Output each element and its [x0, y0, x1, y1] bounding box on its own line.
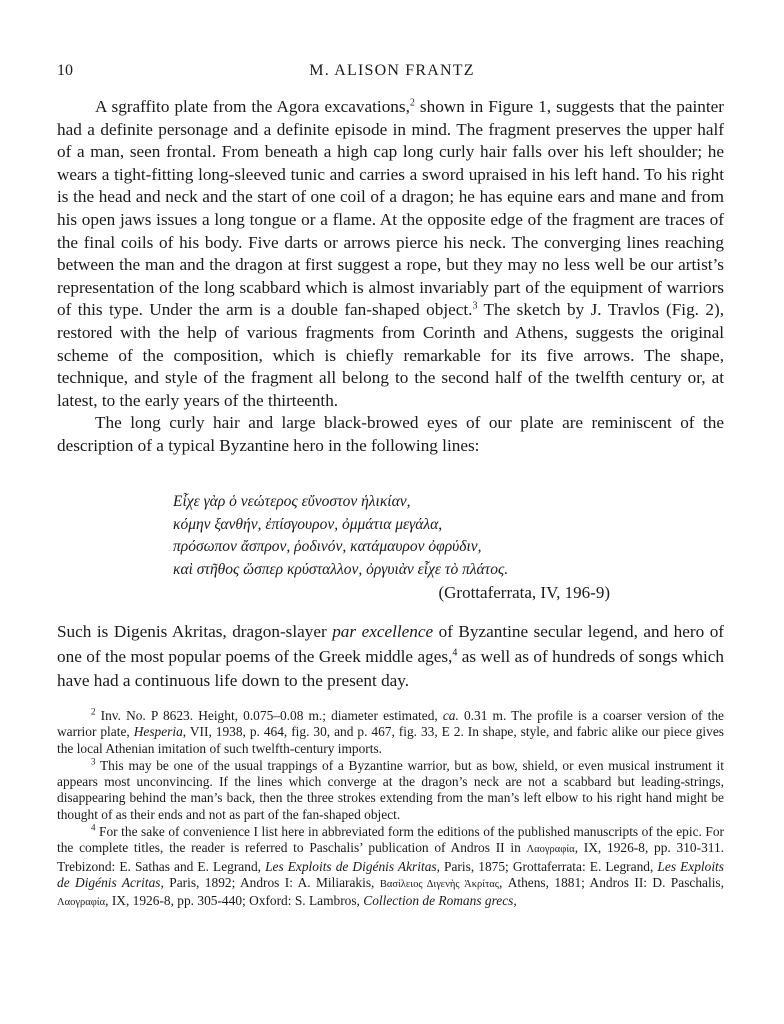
footnote-ref-3[interactable]: 3 — [472, 300, 478, 312]
main-text — [57, 96, 724, 458]
closing-paragraph — [57, 620, 724, 694]
paragraph: A sgraffito plate from the Agora excavations,$^2$ shown in Figure 1, suggests that the painter had a definite personage and a definite episode in mind. The fragment preserves the upper half of a man, seen frontal. From beneath a high cap long curly hair falls over his left shoulder; he wears a tight-fitting long-sleeved tunic and carries a sword upraised in his left hand. To his right is the head and neck and the start of one coil of a dragon; he has equine ears and mane and from his open jaws issues a long tongue or a flame. At the opposite edge of the fragment are traces of the final coils of his body. Five darts or arrows pierce his neck. The converging lines reaching between the man and the dragon at first suggest a rope, but they may no less well be our artist’s representation of the long scabbard which is almost invariably part of the equipment of warriors of this type. Under the arm is a double fan-shaped object.$^3$ The sketch by J. Travlos (Fig. 2), restored with the help of various fragments from Corinth and Athens, suggests the original scheme of the composition, which is chiefly remarkable for its five arrows. The shape, technique, and style of the fragment all belong to the second half of the twelfth century or, at latest, to the early years of the thirteenth. — [57, 97, 724, 410]
footnote-3: $^3$ This may be one of the usual trappings of a Byzantine warrior, but as bow, shield, or even musical instrument it appears most unconvincing. If the lines which converge at the dragon’s neck are not a scabbard but leading-strings, disappearing behind the man’s back, then the three strokes extending from the man’s left elbow to his right hand might be thought of as their ends and not as part of the fan-shaped object. — [57, 756, 724, 822]
poem-line: καὶ στῆθος ὥσπερ κρύσταλλον, ὀργυιὰν εἶχε τὸ πλάτος. — [173, 560, 509, 578]
footnote-4: $^4$ For the sake of convenience I list here in abbreviated form the editions of the published manuscripts of the epic. For the complete titles, the reader is referred to Paschalis’ publication of Andros II in Λαογραφία, IX, 1926-8, pp. 310-311. Trebizond: E. Sathas and E. Legrand, Les Exploits de Digénis Akritas, Paris, 1875; Grottaferrata: E. Legrand, Les Exploits de Digénis Acritas, Paris, 1892; Andros I: A. Miliarakis, Βασίλειος Διγενὴς Ἀκρίτας, Athens, 1881; Andros II: D. Paschalis, Λαογραφία, IX, 1926-8, pp. 305-440; Oxford: S. Lambros, Collection de Romans grecs, — [57, 822, 725, 909]
greek-quotation — [173, 491, 613, 605]
paragraph: Such is Digenis Akritas, dragon-slayer par excellence of Byzantine secular legend, and hero of one of the most popular poems of the Greek middle ages,$^4$ as well as of hundreds of songs which have had a continuous life down to the present day. — [57, 622, 725, 690]
footnote-ref-2[interactable]: 2 — [409, 97, 415, 109]
paragraph: The long curly hair and large black-browed eyes of our plate are reminiscent of the description of a typical Byzantine hero in the following lines: — [57, 413, 724, 455]
poem-line: Εἶχε γὰρ ὁ νεώτερος εὔνοστον ἡλικίαν, — [173, 493, 411, 510]
running-head: M. ALISON FRANTZ — [309, 62, 475, 79]
footnote-2: $^2$ Inv. No. P 8623. Height, 0.075–0.08 m.; diameter estimated, ca. 0.31 m. The profile is a coarser version of the warrior plate, Hesperia, VII, 1938, p. 464, fig. 30, and p. 467, fig. 33, E 2. In shape, style, and fabric alike our piece gives the local Athenian imitation of such twelfth-century imports. — [57, 706, 724, 756]
page-number: 10 — [57, 62, 73, 79]
page-header — [57, 62, 727, 86]
poem-line: πρόσωπον ἄσπρον, ῥοδινόν, κατάμαυρον ὀφρύδιν, — [173, 538, 482, 555]
quotation-source: (Grottaferrata, IV, 196-9) — [438, 583, 610, 602]
poem-line: κόμην ξανθήν, ἐπίσγουρον, ὀμμάτια μεγάλα, — [173, 515, 443, 533]
footnotes — [57, 708, 724, 913]
footnote-ref-4[interactable]: 4 — [452, 646, 458, 658]
